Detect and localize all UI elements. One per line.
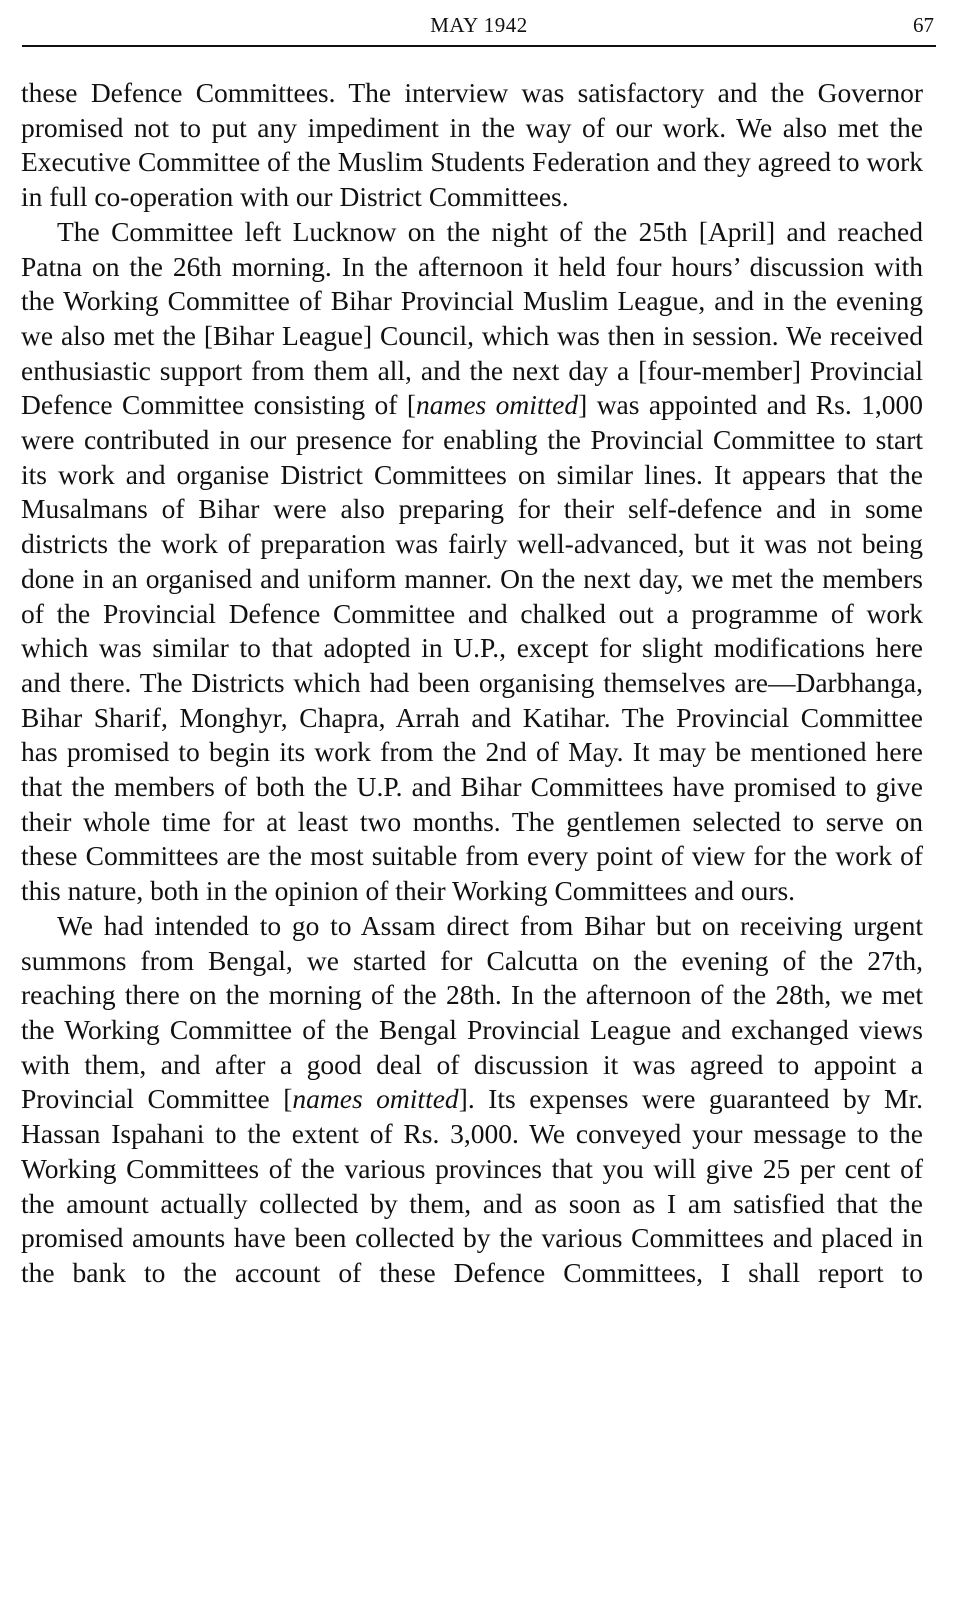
body-text: [21, 76, 923, 1291]
names-omitted-note: names omitted: [292, 1083, 459, 1115]
running-title: MAY 1942: [430, 13, 528, 37]
page-number: 67: [913, 13, 934, 37]
paragraph-3-text-end: ]. Its expenses were guaranteed by Mr. Hassan Ispahani to the extent of Rs. 3,000. We conveyed your message to the Working Committees of the various provinces that you will give 25 per cent of the amount actually collected by them, and as soon as I am satisfied that the promised amounts have been collected by the various Committees and placed in the bank to the account of these Defence Committees, I shall report to: [21, 1083, 923, 1288]
header-rule: [22, 45, 936, 47]
names-omitted-note: names omitted: [415, 389, 579, 421]
running-header: [24, 10, 934, 40]
paragraph-2: [21, 215, 923, 909]
paragraph-3-text-start: We had intended to go to Assam direct from Bihar but on receiving urgent summons from Bengal, we started for Calcutta on the evening of the 27th, reaching there on the morning of the 28th. In the afternoon of the 28th, we met the Working Committee of the Bengal Provincial League and exchanged views with them, and after a good deal of discussion it was agreed to appoint a Provincial Committee [: [21, 909, 923, 1115]
paragraph-2-text-start: The Committee left Lucknow on the night of the 25th [April] and reached Patna on the 26th morning. In the afternoon it held four hours’ discussion with the Working Committee of Bihar Provincial Muslim League, and in the evening we also met the [Bihar League] Council, which was then in session. We received enthusiastic support from them all, and the next day a [four-member] Provincial Defence Committee consisting of [: [21, 215, 923, 421]
paragraph-1-text: these Defence Committees. The interview was satisfactory and the Governor promised not to put any impediment in the way of our work. We also met the Executive Committee of the Muslim Students Federation and they agreed to work in full co-operation with our District Committees.: [21, 77, 923, 213]
paragraph-1: [21, 76, 923, 215]
paragraph-2-text-end: ] was appointed and Rs. 1,000 were contributed in our presence for enabling the Provincial Committee to start its work and organise District Committees on similar lines. It appears that the Musalmans of Bihar were also preparing for their self-defence and in some districts the work of preparation was fairly well-advanced, but it was not being done in an organised and uniform manner. On the next day, we met the members of the Provincial Defence Committee and chalked out a programme of work which was similar to that adopted in U.P., except for slight modifications here and there. The Districts which had been organising themselves are—Darbhanga, Bihar Sharif, Monghyr, Chapra, Arrah and Katihar. The Provincial Committee has promised to begin its work from the 2nd of May. It may be mentioned here that the members of both the U.P. and Bihar Committees have promised to give their whole time for at least two months. The gentlemen selected to serve on these Committees are the most suitable from every point of view for the work of this nature, both in the opinion of their Working Committees and ours.: [21, 389, 923, 907]
paragraph-3: [21, 909, 923, 1291]
